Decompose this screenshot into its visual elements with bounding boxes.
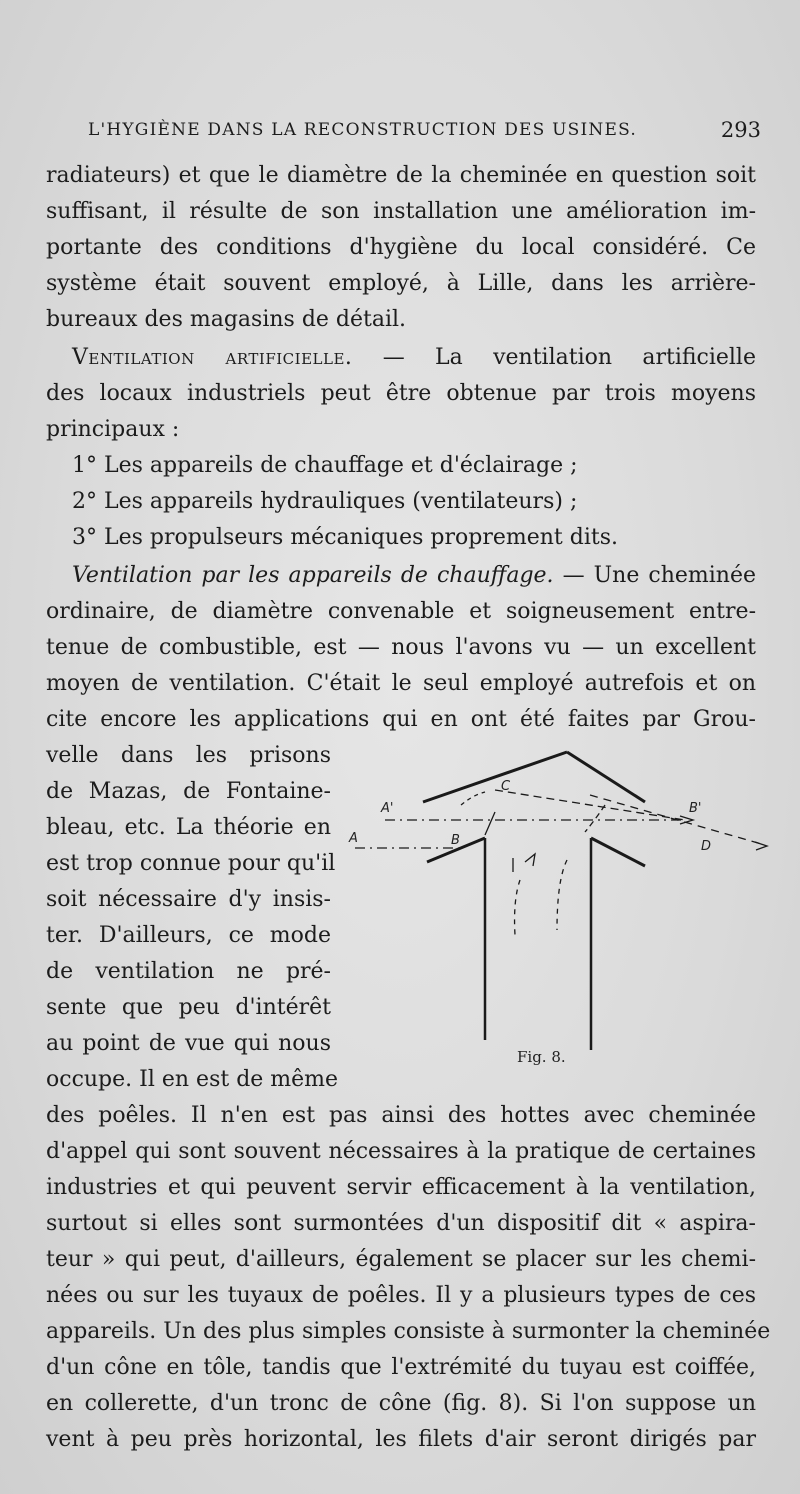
running-head: [40, 118, 765, 150]
updraft-left: [515, 880, 520, 935]
subsection-heading: Ventilation par les appareils de chauffage.: [72, 563, 554, 588]
airflow-line-d: [590, 795, 765, 845]
figure-caption: Fig. 8.: [517, 1048, 566, 1066]
figure-8: [345, 750, 775, 1080]
text-line: des locaux industriels peut être obtenue par trois moyens: [46, 381, 756, 406]
cone-left-edge: [423, 752, 567, 802]
text-line: des poêles. Il n'en est pas ainsi des hottes avec cheminée: [46, 1103, 756, 1128]
label-b: B: [451, 833, 460, 848]
text-line: d'appel qui sont souvent nécessaires à la pratique de certaines: [46, 1139, 756, 1164]
list-item: 3° Les propulseurs mécaniques proprement dits.: [72, 525, 618, 550]
arrow-head-d: [755, 842, 767, 850]
label-b-prime: B': [689, 801, 702, 816]
text-line: ter. D'ailleurs, ce mode: [46, 923, 331, 948]
text-line: en collerette, d'un tronc de cône (fig. 8). Si l'on suppose un: [46, 1391, 756, 1416]
text-run: — La ventilation artificielle: [352, 345, 756, 370]
text-line: vent à peu près horizontal, les filets d'air seront dirigés par: [46, 1427, 756, 1452]
text-line: sente que peu d'intérêt: [46, 995, 331, 1020]
text-line: d'un cône en tôle, tandis que l'extrémité du tuyau est coiffée,: [46, 1355, 756, 1380]
chimney-cap-diagram: [345, 750, 775, 1080]
text-line: tenue de combustible, est — nous l'avons vu — un excellent: [46, 635, 756, 660]
airflow-curve-c: [461, 792, 485, 805]
cone-right-edge: [567, 752, 645, 802]
text-line: moyen de ventilation. C'était le seul employé autrefois et on: [46, 671, 756, 696]
text-line: velle dans les prisons: [46, 743, 331, 768]
text-line: bleau, etc. La théorie en: [46, 815, 331, 840]
text-line: ordinaire, de diamètre convenable et soigneusement entre-: [46, 599, 756, 624]
text-line: suffisant, il résulte de son installation une amélioration im-: [46, 199, 756, 224]
text-line: système était souvent employé, à Lille, dans les arrière-: [46, 271, 756, 296]
collar-right: [591, 838, 645, 866]
text-line: appareils. Un des plus simples consiste à surmonter la cheminée: [46, 1319, 771, 1344]
list-item: 2° Les appareils hydrauliques (ventilateurs) ;: [72, 489, 578, 514]
text-line: industries et qui peuvent servir efficacement à la ventilation,: [46, 1175, 756, 1200]
text-line: de Mazas, de Fontaine-: [46, 779, 331, 804]
label-d: D: [701, 839, 712, 854]
airflow-line-b-prime: [495, 790, 685, 820]
running-title: L'HYGIÈNE DANS LA RECONSTRUCTION DES USINES.: [88, 120, 637, 140]
text-line: cite encore les applications qui en ont été faites par Grou-: [46, 707, 756, 732]
airflow-curve-right: [585, 805, 605, 832]
list-item: 1° Les appareils de chauffage et d'éclairage ;: [72, 453, 578, 478]
label-a-prime: A': [381, 801, 394, 816]
section-heading-line: [72, 340, 756, 376]
text-line: au point de vue qui nous: [46, 1031, 331, 1056]
text-line: bureaux des magasins de détail.: [46, 307, 407, 332]
airflow-mark-c: [485, 812, 495, 835]
text-line: soit nécessaire d'y insis-: [46, 887, 331, 912]
text-run: — Une cheminée: [553, 563, 756, 588]
updraft-right: [557, 860, 567, 930]
text-line: nées ou sur les tuyaux de poêles. Il y a plusieurs types de ces: [46, 1283, 756, 1308]
text-line: surtout si elles sont surmontées d'un dispositif dit « aspira-: [46, 1211, 756, 1236]
text-line: est trop connue pour qu'il: [46, 851, 336, 876]
text-line: teur » qui peut, d'ailleurs, également se placer sur les chemi-: [46, 1247, 756, 1272]
label-c: C: [501, 779, 511, 794]
text-line: principaux :: [46, 417, 180, 442]
text-line: de ventilation ne pré-: [46, 959, 331, 984]
arrow-head-up: [525, 854, 535, 866]
subsection-heading-line: [72, 558, 756, 594]
text-line: radiateurs) et que le diamètre de la cheminée en question soit: [46, 163, 756, 188]
section-heading: Ventilation artificielle.: [72, 345, 353, 370]
text-line: occupe. Il en est de même: [46, 1067, 339, 1092]
text-line: portante des conditions d'hygiène du local considéré. Ce: [46, 235, 756, 260]
page-number: 293: [720, 118, 761, 142]
label-a: A: [349, 831, 358, 846]
